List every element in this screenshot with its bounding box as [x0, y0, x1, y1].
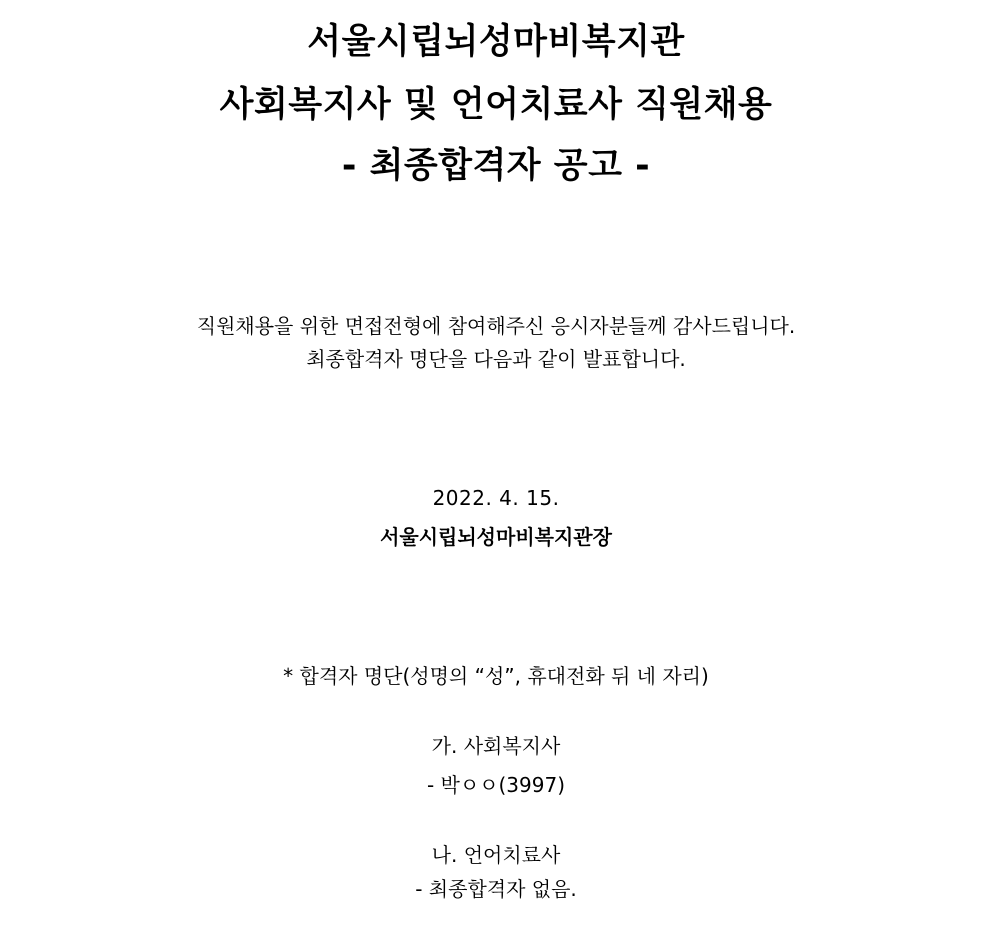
intro-line-1: 직원채용을 위한 면접전형에 참여해주신 응시자분들께 감사드립니다.: [196, 314, 796, 338]
intro-line-2: 최종합격자 명단을 다음과 같이 발표합니다.: [306, 347, 686, 371]
section-entry-social-worker: - 박ㅇㅇ(3997): [426, 773, 566, 797]
title-line-3: - 최종합격자 공고 -: [341, 146, 651, 186]
section-heading-speech-therapist: 나. 언어치료사: [431, 843, 561, 867]
title-line-2: 사회복지사 및 언어치료사 직원채용: [219, 85, 773, 125]
issuer-name: 서울시립뇌성마비복지관장: [380, 525, 612, 549]
section-entry-speech-therapist: - 최종합격자 없음.: [415, 877, 577, 901]
list-note: * 합격자 명단(성명의 “성”, 휴대전화 뒤 네 자리): [283, 664, 709, 688]
notice-date: 2022. 4. 15.: [432, 486, 560, 510]
section-heading-social-worker: 가. 사회복지사: [431, 734, 561, 758]
title-line-1: 서울시립뇌성마비복지관: [307, 22, 685, 62]
